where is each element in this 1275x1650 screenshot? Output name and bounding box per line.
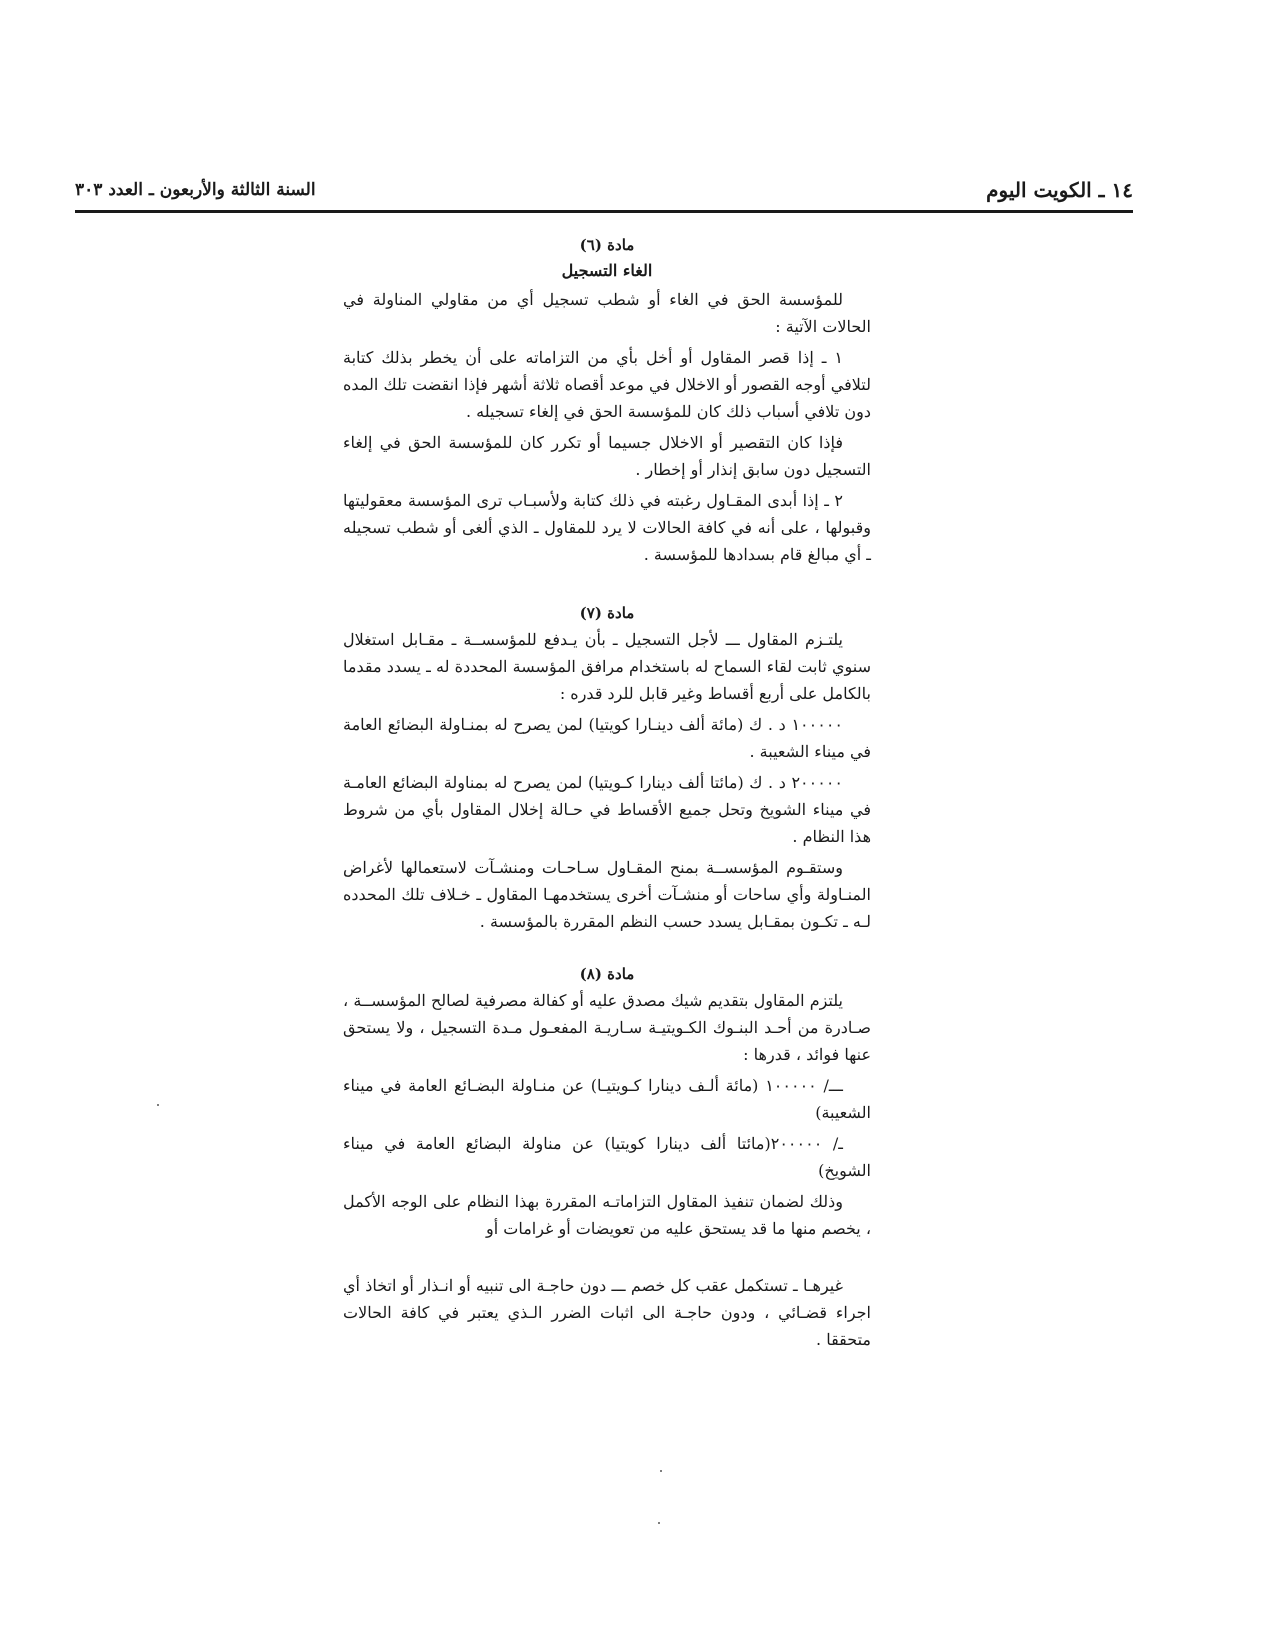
page-header [75, 178, 1133, 212]
article-8 [343, 961, 871, 1353]
article-paragraph: ٢٠٠٠٠٠ د . ك (مائتا ألف دينارا كـويتيا) لمن يصرح له بمناولة البضائع العامـة في ميناء الشويخ وتحل جميع الأقساط في حـالة إخلال المقاول بأي من شروط هذا النظام . [343, 773, 871, 846]
document-body [343, 232, 871, 1357]
article-6 [343, 232, 871, 568]
article-paragraph: ١٠٠٠٠٠ د . ك (مائة ألف دينـارا كويتيا) لمن يصرح له بمنـاولة البضائع العامة في ميناء الشعيبة . [343, 715, 871, 761]
article-paragraph: فإذا كان التقصير أو الاخلال جسيما أو تكرر كان للمؤسسة الحق في إلغاء التسجيل دون سابق إنذار أو إخطار . [343, 433, 871, 479]
spacer [343, 1246, 871, 1272]
issue-label: السنة الثالثة والأربعون ـ العدد ٣٠٣ [75, 180, 316, 200]
scan-speck [660, 1470, 662, 1472]
article-7 [343, 600, 871, 935]
article-paragraph: ٢ ـ إذا أبدى المقـاول رغبته في ذلك كتابة ولأسبـاب ترى المؤسسة معقوليتها وقبولها ، على أنه في كافة الحالات لا يرد للمقاول ـ الذي ألغى أو شطب تسجيله ـ أي مبالغ قام بسدادها للمؤسسة . [343, 491, 871, 564]
scan-speck [157, 1104, 159, 1106]
spacer [343, 939, 871, 961]
article-paragraph: ١ ـ إذا قصر المقاول أو أخل بأي من التزاماته على أن يخطر بذلك كتابة لتلافي أوجه القصور أو الاخلال في موعد أقصاه ثلاثة أشهر فإذا انقضت تلك المده دون تلافي أسباب ذلك كان للمؤسسة الحق في إلغاء تسجيله . [343, 348, 871, 421]
article-title: مادة (٨) [579, 965, 635, 983]
article-paragraph: وستقـوم المؤسســة بمنح المقـاول سـاحـات ومنشـآت لاستعمالها لأغراض المنـاولة وأي ساحات أو منشـآت أخرى يستخدمهـا المقاول ـ خـلاف تلك المحدده لـه ـ تكـون بمقـابل يسدد حسب النظم المقررة بالمؤسسة . [343, 858, 871, 931]
article-title: مادة (٧) [579, 604, 635, 622]
article-paragraph: ـــ/ ١٠٠٠٠٠ (مائة ألـف دينارا كـويتيـا) عن منـاولة البضـائع العامة في ميناء الشعيبة) [343, 1076, 871, 1122]
scan-speck [658, 1522, 660, 1524]
article-paragraph: ـ/ ٢٠٠٠٠٠(مائتا ألف دينارا كويتيا) عن مناولة البضائع العامة في ميناء الشويخ) [343, 1134, 871, 1180]
spacer [343, 572, 871, 600]
article-paragraph: غيرهـا ـ تستكمل عقب كل خصم ـــ دون حاجـة الى تنبيه أو انـذار أو اتخاذ أي اجراء قضـائي ، ودون حاجـة الى اثبات الضرر الـذي يعتبر في كافة الحالات متحققا . [343, 1276, 871, 1349]
header-divider [75, 210, 1133, 213]
article-paragraph: للمؤسسة الحق في الغاء أو شطب تسجيل أي من مقاولي المناولة في الحالات الآتية : [343, 290, 871, 336]
article-paragraph: يلتزم المقاول بتقديم شيك مصدق عليه أو كفالة مصرفية لصالح المؤسســة ، صـادرة من أحـد البنـوك الكـويتيـة سـاريـة المفعـول مـدة التسجيل ، ولا يستحق عنها فوائد ، قدرها : [343, 991, 871, 1064]
article-subtitle: الغاء التسجيل [561, 261, 653, 280]
article-title: مادة (٦) [579, 236, 635, 254]
article-paragraph: وذلك لضمان تنفيذ المقاول التزاماتـه المقررة بهذا النظام على الوجه الأكمل ، يخصم منها ما قد يستحق عليه من تعويضات أو غرامات أو [343, 1192, 871, 1238]
page-number-label: ١٤ ـ الكويت اليوم [986, 178, 1133, 202]
article-paragraph: يلتـزم المقاول ـــ لأجل التسجيل ـ بأن يـدفع للمؤسســة ـ مقـابل استغلال سنوي ثابت لقاء السماح له باستخدام مرافق المؤسسة المحددة له ـ يسدد مقدما بالكامل على أربع أقساط وغير قابل للرد قدره : [343, 630, 871, 703]
